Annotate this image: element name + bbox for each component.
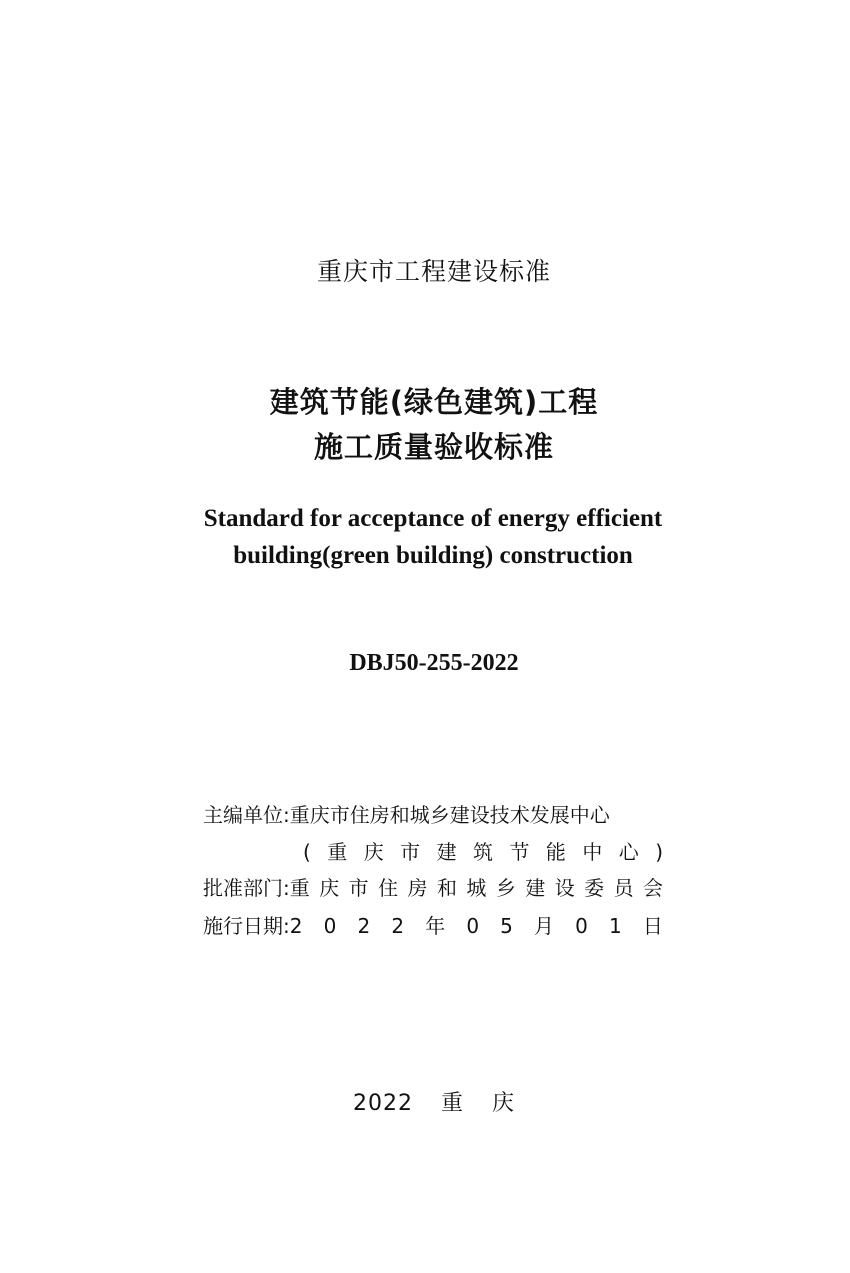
approver-char: 住 — [378, 876, 399, 900]
editor-char: 中 — [582, 840, 603, 864]
date-char: 日 — [642, 914, 663, 938]
editor-char: 节 — [509, 840, 530, 864]
title-cn-line1: 建筑节能(绿色建筑)工程 — [269, 385, 599, 419]
approver-label: 批准部门: — [203, 876, 290, 900]
approver-char: 重 — [289, 876, 310, 900]
date-char: 0 — [466, 914, 480, 938]
effective-date-value — [290, 911, 663, 941]
editor-row-2 — [203, 837, 663, 867]
date-char: 0 — [323, 914, 337, 938]
footer-city-char: 庆 — [492, 1091, 516, 1116]
editor-char: 庆 — [363, 840, 384, 864]
title-cn-line2: 施工质量验收标准 — [313, 430, 554, 464]
date-char: 2 — [357, 914, 371, 938]
date-char: 2 — [289, 914, 303, 938]
approver-value — [290, 873, 663, 903]
footer-city-char: 重 — [440, 1091, 464, 1116]
publication-footer — [0, 1086, 850, 1117]
date-char: 2 — [391, 914, 405, 938]
approver-char: 乡 — [495, 876, 516, 900]
date-char: 5 — [500, 914, 513, 938]
date-char: 月 — [534, 914, 555, 938]
editor-char: 能 — [545, 840, 566, 864]
date-char: 年 — [425, 914, 446, 938]
approver-char: 员 — [613, 876, 634, 900]
approver-char: 城 — [466, 876, 487, 900]
editor-value: 重庆市住房和城乡建设技术发展中心 — [289, 803, 610, 827]
footer-year: 2022 — [352, 1091, 413, 1116]
approver-char: 委 — [584, 876, 605, 900]
approver-char: 和 — [436, 876, 457, 900]
approver-char: 房 — [407, 876, 428, 900]
editor-char: 心 — [618, 840, 639, 864]
date-char: 0 — [575, 914, 588, 938]
editor-char: ) — [655, 840, 663, 864]
approver-char: 市 — [348, 876, 369, 900]
title-en-line2: building(green building) construction — [233, 542, 633, 569]
standard-code: DBJ50-255-2022 — [349, 650, 519, 676]
editor-label: 主编单位: — [203, 803, 290, 827]
approver-row — [203, 873, 663, 903]
editor-char: ( — [303, 840, 311, 864]
approver-char: 建 — [525, 876, 546, 900]
approver-char: 庆 — [319, 876, 340, 900]
approver-char: 设 — [554, 876, 575, 900]
editor-row — [203, 800, 663, 830]
effective-date-label: 施行日期: — [203, 914, 290, 938]
effective-date-row — [203, 911, 663, 941]
editor-char: 筑 — [473, 840, 493, 864]
editor-char: 建 — [436, 840, 457, 864]
editor-char: 市 — [400, 840, 421, 864]
date-char: 1 — [609, 914, 622, 938]
editor-char: 重 — [327, 840, 348, 864]
editor-value-2 — [303, 837, 663, 867]
series-title: 重庆市工程建设标准 — [316, 257, 551, 286]
approver-char: 会 — [643, 876, 663, 900]
title-en-line1: Standard for acceptance of energy efficient — [203, 505, 663, 532]
